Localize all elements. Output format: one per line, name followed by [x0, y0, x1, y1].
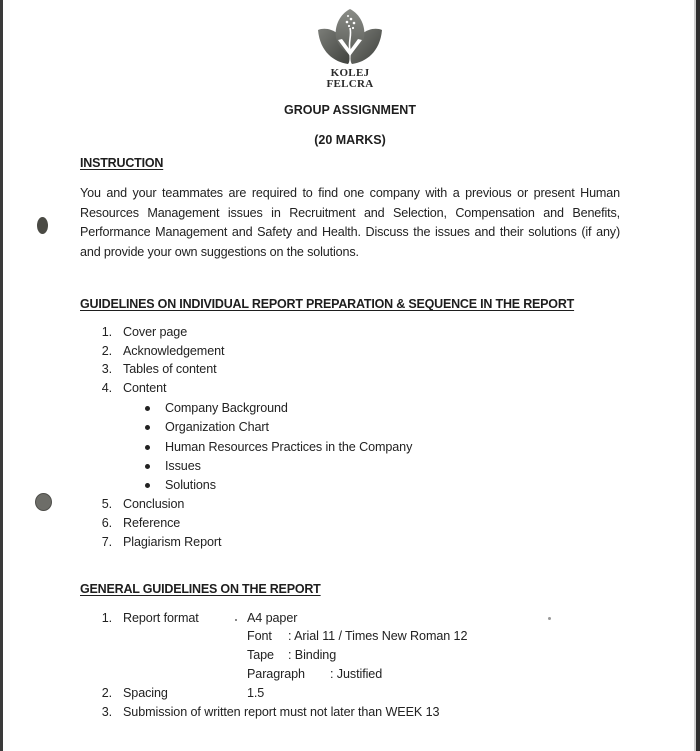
bullet-icon: [145, 483, 150, 488]
scan-speck: [548, 617, 551, 620]
bullet-icon: [145, 425, 150, 430]
instruction-line: and provide your own suggestions on the solutions.: [80, 244, 359, 259]
instruction-line: Performance Management and Safety and Health. Discuss the issues and their solutions (if any): [80, 225, 620, 239]
document-title: GROUP ASSIGNMENT: [284, 103, 416, 117]
marker-dot: [35, 493, 52, 511]
instruction-line: You and your teammates are required to find one company with a previous or present Human: [80, 186, 620, 200]
bullet-icon: [145, 445, 150, 450]
scan-speck: [235, 619, 237, 621]
marks-label: (20 MARKS): [314, 133, 386, 147]
instruction-heading: INSTRUCTION: [80, 156, 164, 170]
bullet-icon: [145, 406, 150, 411]
general-heading: GENERAL GUIDELINES ON THE REPORT: [80, 582, 321, 596]
bullet-icon: [145, 464, 150, 469]
institution-name-line1: KOLEJ: [330, 67, 370, 79]
sequence-heading: GUIDELINES ON INDIVIDUAL REPORT PREPARATION & SEQUENCE IN THE REPORT: [80, 297, 575, 311]
lotus-leaf-logo-icon: [314, 8, 386, 66]
instruction-paragraph: [80, 184, 620, 262]
marker-dot: [37, 217, 48, 234]
institution-name-line2: FELCRA: [326, 78, 374, 90]
instruction-line: Resources Management issues in Recruitment and Selection, Compensation and Benefits,: [80, 205, 620, 220]
